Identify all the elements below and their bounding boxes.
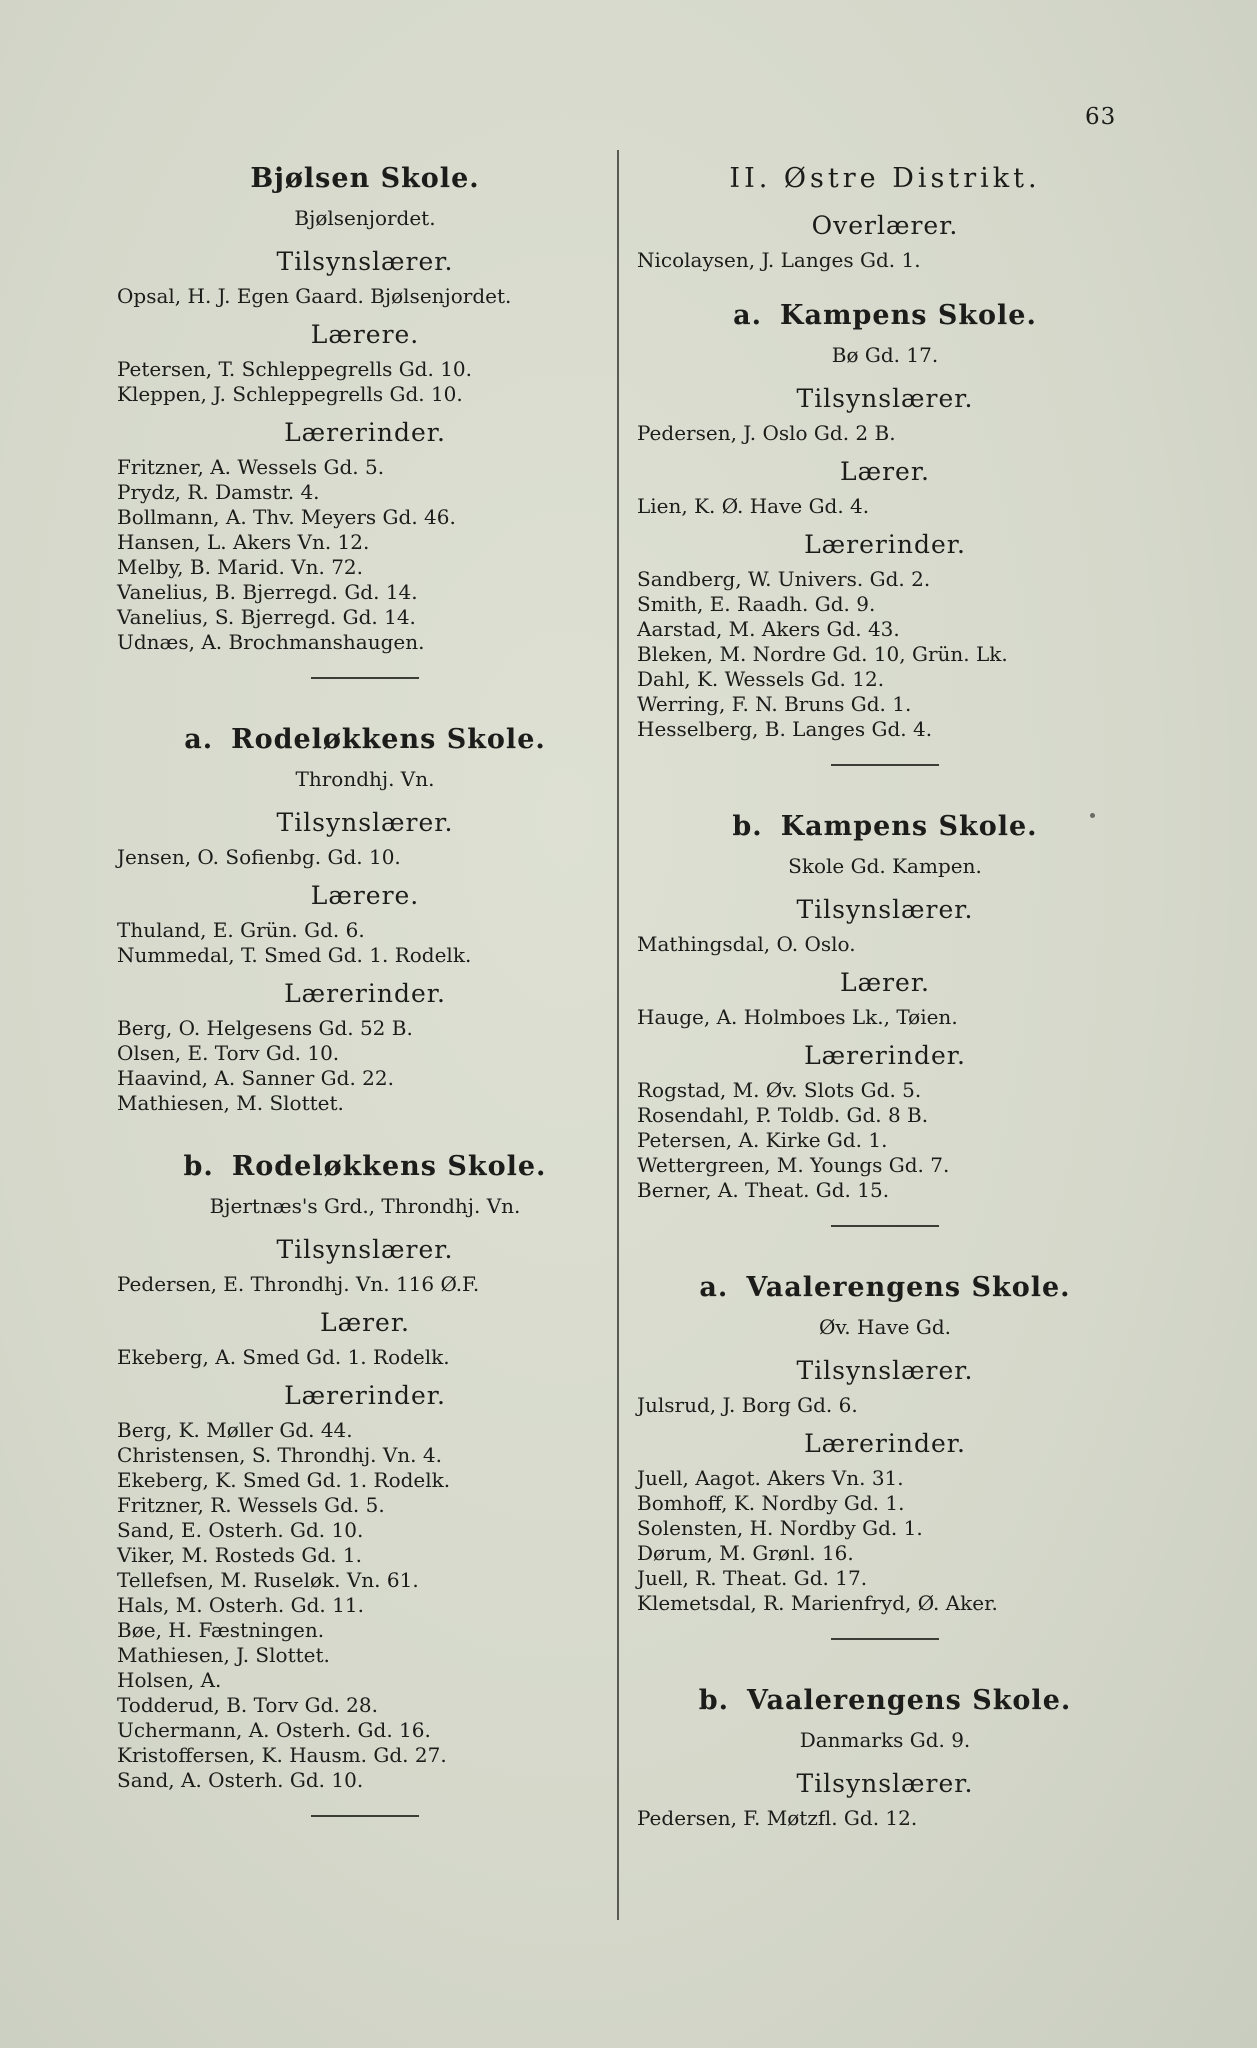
staff-entry: Juell, R. Theat. Gd. 17. <box>637 1566 868 1590</box>
tilsyn-list <box>625 421 1145 446</box>
section-laerere: Lærere. <box>310 320 420 349</box>
school-title <box>625 806 1145 848</box>
school-address: Danmarks Gd. 9. <box>799 1728 971 1752</box>
staff-entry: Uchermann, A. Osterh. Gd. 16. <box>117 1718 431 1742</box>
staff-entry: Viker, M. Rosteds Gd. 1. <box>117 1543 362 1567</box>
district-title: II. Østre Distrikt. <box>729 163 1041 194</box>
staff-entry: Werring, F. N. Bruns Gd. 1. <box>637 692 912 716</box>
staff-entry: Mathiesen, M. Slottet. <box>117 1091 344 1115</box>
staff-entry: Thuland, E. Grün. Gd. 6. <box>117 918 365 942</box>
laererinder-list <box>625 1466 1145 1616</box>
section-divider <box>311 677 419 679</box>
staff-entry: Sandberg, W. Univers. Gd. 2. <box>637 567 931 591</box>
staff-entry: Wettergreen, M. Youngs Gd. 7. <box>637 1153 950 1177</box>
staff-entry: Kristoffersen, K. Hausm. Gd. 27. <box>117 1743 447 1767</box>
staff-entry: Berner, A. Theat. Gd. 15. <box>637 1178 890 1202</box>
staff-entry: Udnæs, A. Brochmanshaugen. <box>117 630 425 654</box>
laerere-list <box>625 1005 1145 1030</box>
section-tilsynslaerer: Tilsynslærer. <box>796 895 974 924</box>
school-name: Rodeløkkens Skole. <box>231 1151 547 1182</box>
section-laerere: Lærer. <box>840 457 930 486</box>
right-column <box>625 158 1145 1831</box>
overlaerer-list <box>625 248 1145 273</box>
school-address: Bjølsenjordet. <box>294 206 436 230</box>
staff-entry: Nicolaysen, J. Langes Gd. 1. <box>637 248 921 272</box>
staff-entry: Klemetsdal, R. Marienfryd, Ø. Aker. <box>637 1591 998 1615</box>
staff-entry: Christensen, S. Throndhj. Vn. 4. <box>117 1443 442 1467</box>
section-laererinder: Lærerinder. <box>284 979 446 1008</box>
tilsyn-list <box>625 1806 1145 1831</box>
staff-entry: Opsal, H. J. Egen Gaard. Bjølsenjordet. <box>117 284 512 308</box>
staff-entry: Ekeberg, K. Smed Gd. 1. Rodelk. <box>117 1468 451 1492</box>
school-name: Kampens Skole. <box>780 300 1037 331</box>
school-vaalerengen-b <box>625 1680 1145 1831</box>
school-rodelokken-b <box>105 1146 625 1793</box>
section-tilsynslaerer: Tilsynslærer. <box>796 1769 974 1798</box>
staff-entry: Bøe, H. Fæstningen. <box>117 1618 325 1642</box>
staff-entry: Holsen, A. <box>117 1668 222 1692</box>
section-laerere: Lærer. <box>320 1308 410 1337</box>
school-title <box>105 719 625 761</box>
staff-entry: Vanelius, B. Bjerregd. Gd. 14. <box>117 580 418 604</box>
staff-entry: Fritzner, A. Wessels Gd. 5. <box>117 455 385 479</box>
school-name: Kampens Skole. <box>780 811 1038 842</box>
school-title <box>105 1146 625 1188</box>
staff-entry: Haavind, A. Sanner Gd. 22. <box>117 1066 394 1090</box>
tilsyn-list <box>625 1393 1145 1418</box>
staff-entry: Hesselberg, B. Langes Gd. 4. <box>637 717 933 741</box>
staff-entry: Mathingsdal, O. Oslo. <box>637 932 856 956</box>
staff-entry: Bleken, M. Nordre Gd. 10, Grün. Lk. <box>637 642 1008 666</box>
school-title <box>625 1680 1145 1722</box>
school-title <box>625 295 1145 337</box>
staff-entry: Aarstad, M. Akers Gd. 43. <box>637 617 900 641</box>
district-ostre <box>625 158 1145 273</box>
staff-entry: Kleppen, J. Schleppegrells Gd. 10. <box>117 382 463 406</box>
left-column <box>105 158 625 1857</box>
section-tilsynslaerer: Tilsynslærer. <box>796 1356 974 1385</box>
staff-entry: Petersen, T. Schleppegrells Gd. 10. <box>117 357 473 381</box>
school-rodelokken-a <box>105 719 625 1116</box>
staff-entry: Tellefsen, M. Ruseløk. Vn. 61. <box>117 1568 419 1592</box>
staff-entry: Pedersen, F. Møtzfl. Gd. 12. <box>637 1806 918 1830</box>
section-divider <box>831 764 939 766</box>
staff-entry: Berg, K. Møller Gd. 44. <box>117 1418 353 1442</box>
staff-entry: Bomhoff, K. Nordby Gd. 1. <box>637 1491 905 1515</box>
staff-entry: Olsen, E. Torv Gd. 10. <box>117 1041 340 1065</box>
section-laererinder: Lærerinder. <box>804 1041 966 1070</box>
section-laerere: Lærere. <box>310 881 420 910</box>
staff-entry: Sand, A. Osterh. Gd. 10. <box>117 1768 364 1792</box>
staff-entry: Ekeberg, A. Smed Gd. 1. Rodelk. <box>117 1345 450 1369</box>
staff-entry: Rosendahl, P. Toldb. Gd. 8 B. <box>637 1103 929 1127</box>
staff-entry: Bollmann, A. Thv. Meyers Gd. 46. <box>117 505 456 529</box>
section-laerere: Lærer. <box>840 968 930 997</box>
page-number: 63 <box>1085 104 1117 130</box>
staff-entry: Berg, O. Helgesens Gd. 52 B. <box>117 1016 413 1040</box>
laerere-list <box>105 918 625 968</box>
staff-entry: Lien, K. Ø. Have Gd. 4. <box>637 494 870 518</box>
laererinder-list <box>625 1078 1145 1203</box>
staff-entry: Pedersen, E. Throndhj. Vn. 116 Ø.F. <box>117 1272 480 1296</box>
staff-entry: Mathiesen, J. Slottet. <box>117 1643 330 1667</box>
staff-entry: Solensten, H. Nordby Gd. 1. <box>637 1516 923 1540</box>
school-address: Skole Gd. Kampen. <box>788 854 982 878</box>
tilsyn-list <box>105 284 625 309</box>
laerere-list <box>105 1345 625 1370</box>
school-address: Øv. Have Gd. <box>818 1315 952 1339</box>
staff-entry: Fritzner, R. Wessels Gd. 5. <box>117 1493 385 1517</box>
section-tilsynslaerer: Tilsynslærer. <box>276 808 454 837</box>
section-tilsynslaerer: Tilsynslærer. <box>276 247 454 276</box>
school-kampen-a <box>625 295 1145 742</box>
staff-entry: Nummedal, T. Smed Gd. 1. Rodelk. <box>117 943 472 967</box>
tilsyn-list <box>105 1272 625 1297</box>
laerere-list <box>625 494 1145 519</box>
staff-entry: Sand, E. Osterh. Gd. 10. <box>117 1518 364 1542</box>
staff-entry: Juell, Aagot. Akers Vn. 31. <box>637 1466 904 1490</box>
school-prefix: b. <box>732 811 763 842</box>
section-laererinder: Lærerinder. <box>284 418 446 447</box>
laererinder-list <box>625 567 1145 742</box>
tilsyn-list <box>105 845 625 870</box>
school-title: Bjølsen Skole. <box>250 163 480 194</box>
section-tilsynslaerer: Tilsynslærer. <box>276 1235 454 1264</box>
staff-entry: Rogstad, M. Øv. Slots Gd. 5. <box>637 1078 922 1102</box>
school-name: Vaalerengens Skole. <box>747 1685 1072 1716</box>
school-address: Throndhj. Vn. <box>295 767 435 791</box>
school-kampen-b <box>625 806 1145 1203</box>
staff-entry: Hals, M. Osterh. Gd. 11. <box>117 1593 364 1617</box>
school-prefix: b. <box>183 1151 214 1182</box>
section-laererinder: Lærerinder. <box>804 530 966 559</box>
staff-entry: Hansen, L. Akers Vn. 12. <box>117 530 370 554</box>
school-vaalerengen-a <box>625 1267 1145 1616</box>
staff-entry: Smith, E. Raadh. Gd. 9. <box>637 592 876 616</box>
section-overlaerer: Overlærer. <box>811 211 959 240</box>
staff-entry: Hauge, A. Holmboes Lk., Tøien. <box>637 1005 958 1029</box>
staff-entry: Prydz, R. Damstr. 4. <box>117 480 320 504</box>
section-divider <box>831 1638 939 1640</box>
laererinder-list <box>105 455 625 655</box>
section-laererinder: Lærerinder. <box>284 1381 446 1410</box>
staff-entry: Dahl, K. Wessels Gd. 12. <box>637 667 885 691</box>
laererinder-list <box>105 1016 625 1116</box>
school-bjolsen <box>105 158 625 655</box>
school-prefix: a. <box>699 1272 729 1303</box>
staff-entry: Melby, B. Marid. Vn. 72. <box>117 555 364 579</box>
staff-entry: Jensen, O. Sofienbg. Gd. 10. <box>117 845 401 869</box>
school-prefix: b. <box>698 1685 729 1716</box>
tilsyn-list <box>625 932 1145 957</box>
section-tilsynslaerer: Tilsynslærer. <box>796 384 974 413</box>
staff-entry: Julsrud, J. Borg Gd. 6. <box>637 1393 858 1417</box>
section-divider <box>831 1225 939 1227</box>
school-name: Rodeløkkens Skole. <box>231 724 546 755</box>
school-title <box>625 1267 1145 1309</box>
staff-entry: Petersen, A. Kirke Gd. 1. <box>637 1128 888 1152</box>
laerere-list <box>105 357 625 407</box>
school-name: Vaalerengens Skole. <box>746 1272 1071 1303</box>
staff-entry: Dørum, M. Grønl. 16. <box>637 1541 854 1565</box>
staff-entry: Todderud, B. Torv Gd. 28. <box>117 1693 378 1717</box>
school-prefix: a. <box>184 724 214 755</box>
section-laererinder: Lærerinder. <box>804 1429 966 1458</box>
staff-entry: Pedersen, J. Oslo Gd. 2 B. <box>637 421 896 445</box>
section-divider <box>311 1815 419 1817</box>
school-prefix: a. <box>733 300 763 331</box>
laererinder-list <box>105 1418 625 1793</box>
staff-entry: Vanelius, S. Bjerregd. Gd. 14. <box>117 605 416 629</box>
school-address: Bø Gd. 17. <box>831 343 939 367</box>
school-address: Bjertnæs's Grd., Throndhj. Vn. <box>209 1194 521 1218</box>
